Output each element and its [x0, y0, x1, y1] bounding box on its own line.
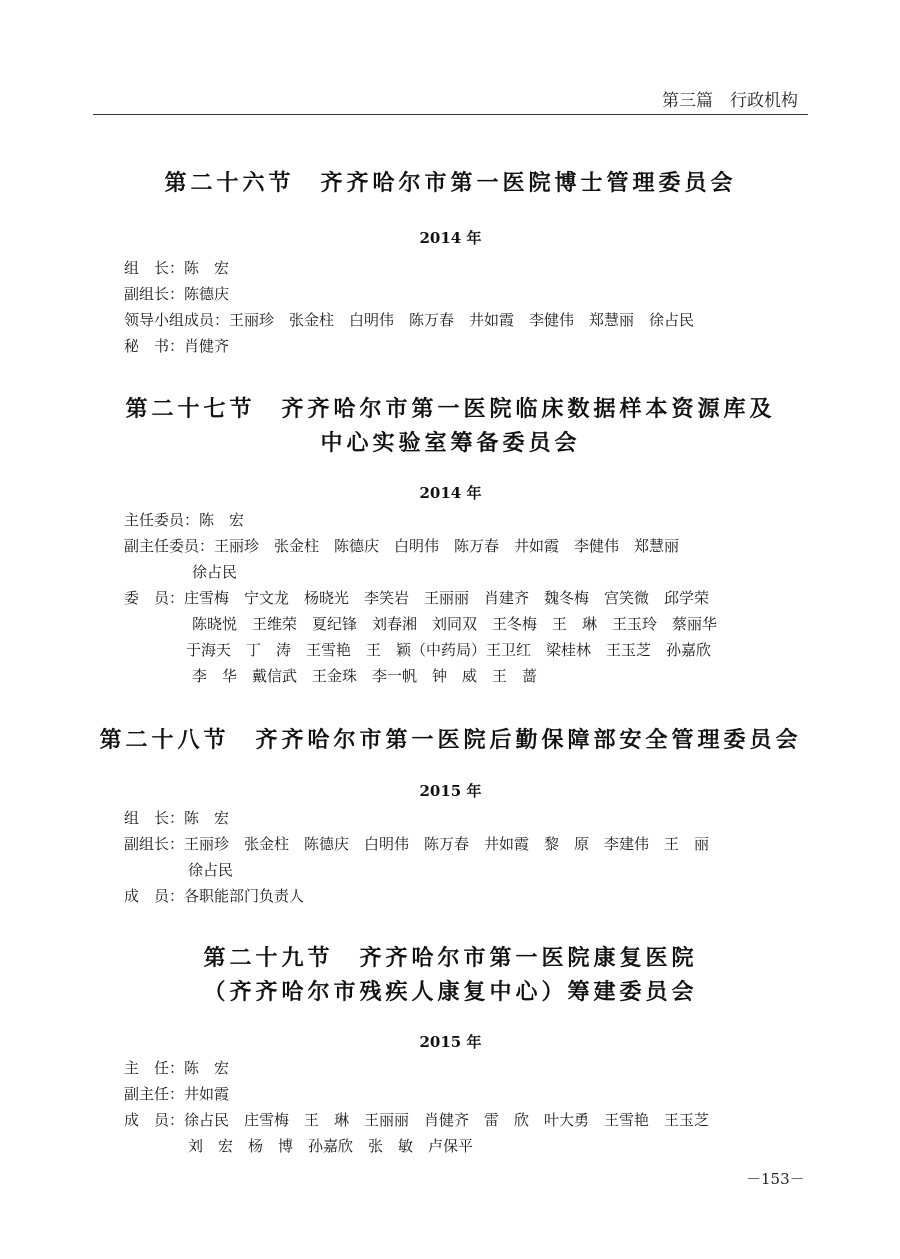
section-title: （齐齐哈尔市残疾人康复中心）筹建委员会: [203, 979, 698, 1005]
section-title: 中心实验室筹备委员会: [320, 430, 581, 456]
section-title: 第二十六节 齐齐哈尔市第一医院博士管理委员会: [164, 170, 737, 196]
header-title: 第三篇 行政机构: [662, 91, 798, 111]
section-year: 2015 年: [419, 782, 482, 800]
list-item: 成 员：徐占民 庄雪梅 王 琳 王丽丽 肖健齐 雷 欣 叶大勇 王雪艳 王玉芝: [124, 1111, 710, 1129]
list-item: 副主任委员：王丽珍 张金柱 陈德庆 白明伟 陈万春 井如霞 李健伟 郑慧丽: [124, 537, 680, 555]
list-item: 主任委员：陈 宏: [124, 511, 245, 529]
list-item: 成 员：各职能部门负责人: [124, 887, 305, 905]
list-item: 副主任：井如霞: [124, 1085, 230, 1103]
section-year: 2014 年: [419, 484, 482, 502]
running-header: [93, 80, 808, 115]
page-number: －153－: [746, 1170, 805, 1188]
list-item: 于海天 丁 涛 王雪艳 王 颖（中药局）王卫红 梁桂林 王玉芝 孙嘉欣: [186, 641, 712, 659]
list-item: 委 员：庄雪梅 宁文龙 杨晓光 李笑岩 王丽丽 肖建齐 魏冬梅 宫笑微 邱学荣: [124, 589, 710, 607]
section-title: 第二十八节 齐齐哈尔市第一医院后勤保障部安全管理委员会: [99, 727, 802, 753]
list-item: 领导小组成员：王丽珍 张金柱 白明伟 陈万春 井如霞 李健伟 郑慧丽 徐占民: [124, 311, 695, 329]
list-item: 组 长：陈 宏: [124, 259, 230, 277]
list-item: 副组长：王丽珍 张金柱 陈德庆 白明伟 陈万春 井如霞 黎 原 李建伟 王 丽: [124, 835, 710, 853]
list-item: 徐占民: [188, 861, 234, 879]
list-item: 组 长：陈 宏: [124, 809, 230, 827]
section-year: 2015 年: [419, 1033, 482, 1051]
list-item: 主 任：陈 宏: [124, 1059, 230, 1077]
list-item: 陈晓悦 王维荣 夏纪锋 刘春湘 刘同双 王冬梅 王 琳 王玉玲 蔡丽华: [192, 615, 718, 633]
list-item: 副组长：陈德庆: [124, 285, 230, 303]
list-item: 刘 宏 杨 博 孙嘉欣 张 敏 卢保平: [188, 1137, 474, 1155]
list-item: 李 华 戴信武 王金珠 李一帆 钟 威 王 蔷: [192, 667, 538, 685]
section-title: 第二十七节 齐齐哈尔市第一医院临床数据样本资源库及: [125, 396, 776, 422]
section-title: 第二十九节 齐齐哈尔市第一医院康复医院: [203, 945, 698, 971]
list-item: 徐占民: [192, 563, 238, 581]
section-year: 2014 年: [419, 229, 482, 247]
list-item: 秘 书：肖健齐: [124, 337, 230, 355]
